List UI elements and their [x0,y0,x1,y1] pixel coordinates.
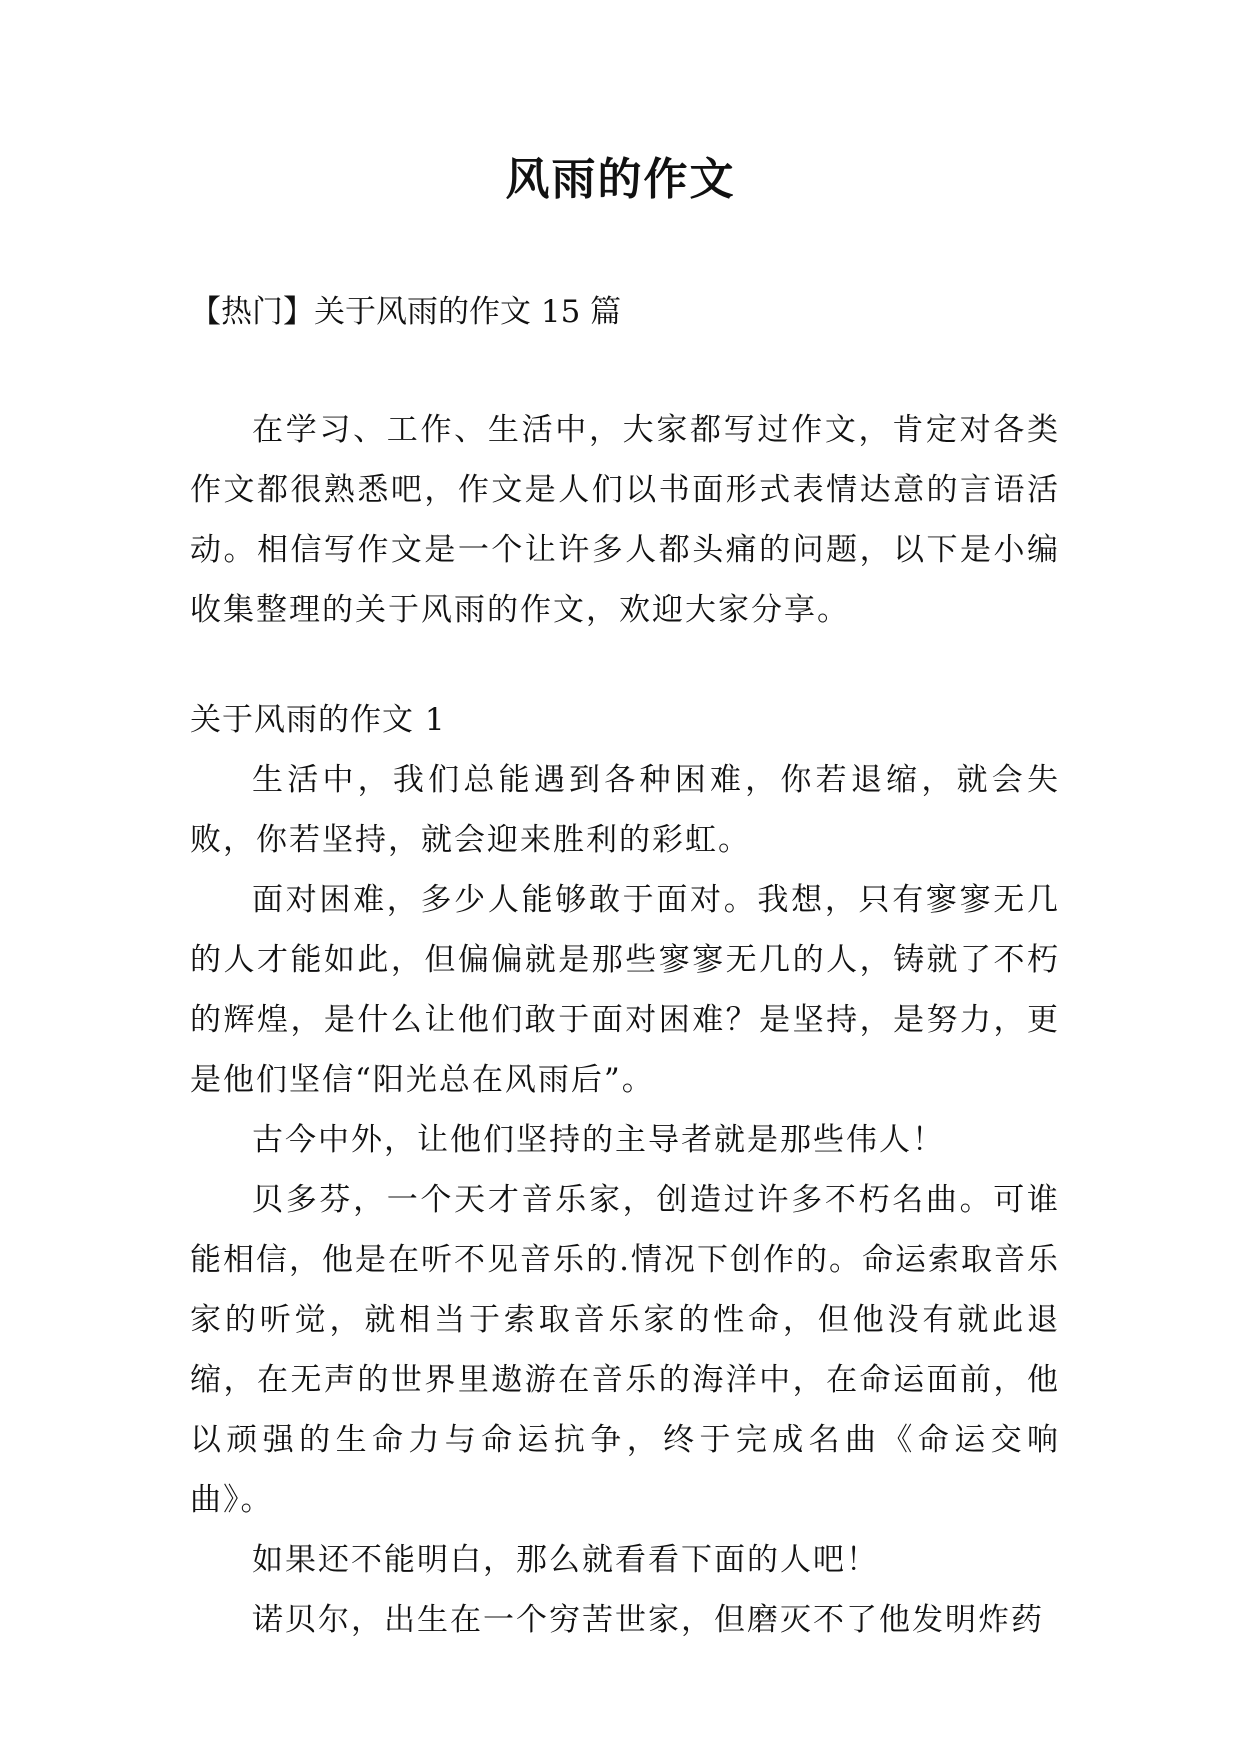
essay-section [190,690,1060,1650]
paragraph-5: 如果还不能明白，那么就看看下面的人吧！ [252,1542,879,1578]
paragraph-2: 面对困难，多少人能够敢于面对。我想，只有寥寥无几的人才能如此，但偏偏就是那些寥寥无几的人，铸就了不朽的辉煌，是什么让他们敢于面对困难？是坚持，是努力，更是他们坚信“阳光总在风雨后”。 [190,882,1060,1098]
intro-section [190,400,1060,640]
paragraph-3: 古今中外，让他们坚持的主导者就是那些伟人！ [252,1122,945,1158]
paragraph-4: 贝多芬，一个天才音乐家，创造过许多不朽名曲。可谁能相信，他是在听不见音乐的.情况下创作的。命运索取音乐家的听觉，就相当于索取音乐家的性命，但他没有就此退缩，在无声的世界里遨游在音乐的海洋中，在命运面前，他以顽强的生命力与命运抗争，终于完成名曲《命运交响曲》。 [190,1182,1060,1518]
document-subtitle: 【热门】关于风雨的作文 15 篇 [190,294,622,330]
intro-paragraph: 在学习、工作、生活中，大家都写过作文，肯定对各类作文都很熟悉吧，作文是人们以书面形式表情达意的言语活动。相信写作文是一个让许多人都头痛的问题，以下是小编收集整理的关于风雨的作文，欢迎大家分享。 [190,412,1060,628]
paragraph-1: 生活中，我们总能遇到各种困难，你若退缩，就会失败，你若坚持，就会迎来胜利的彩虹。 [190,762,1060,858]
section-title: 关于风雨的作文 1 [190,702,446,738]
paragraph-6: 诺贝尔，出生在一个穷苦世家，但磨灭不了他发明炸药 [252,1602,1044,1638]
document-title: 风雨的作文 [505,154,736,205]
